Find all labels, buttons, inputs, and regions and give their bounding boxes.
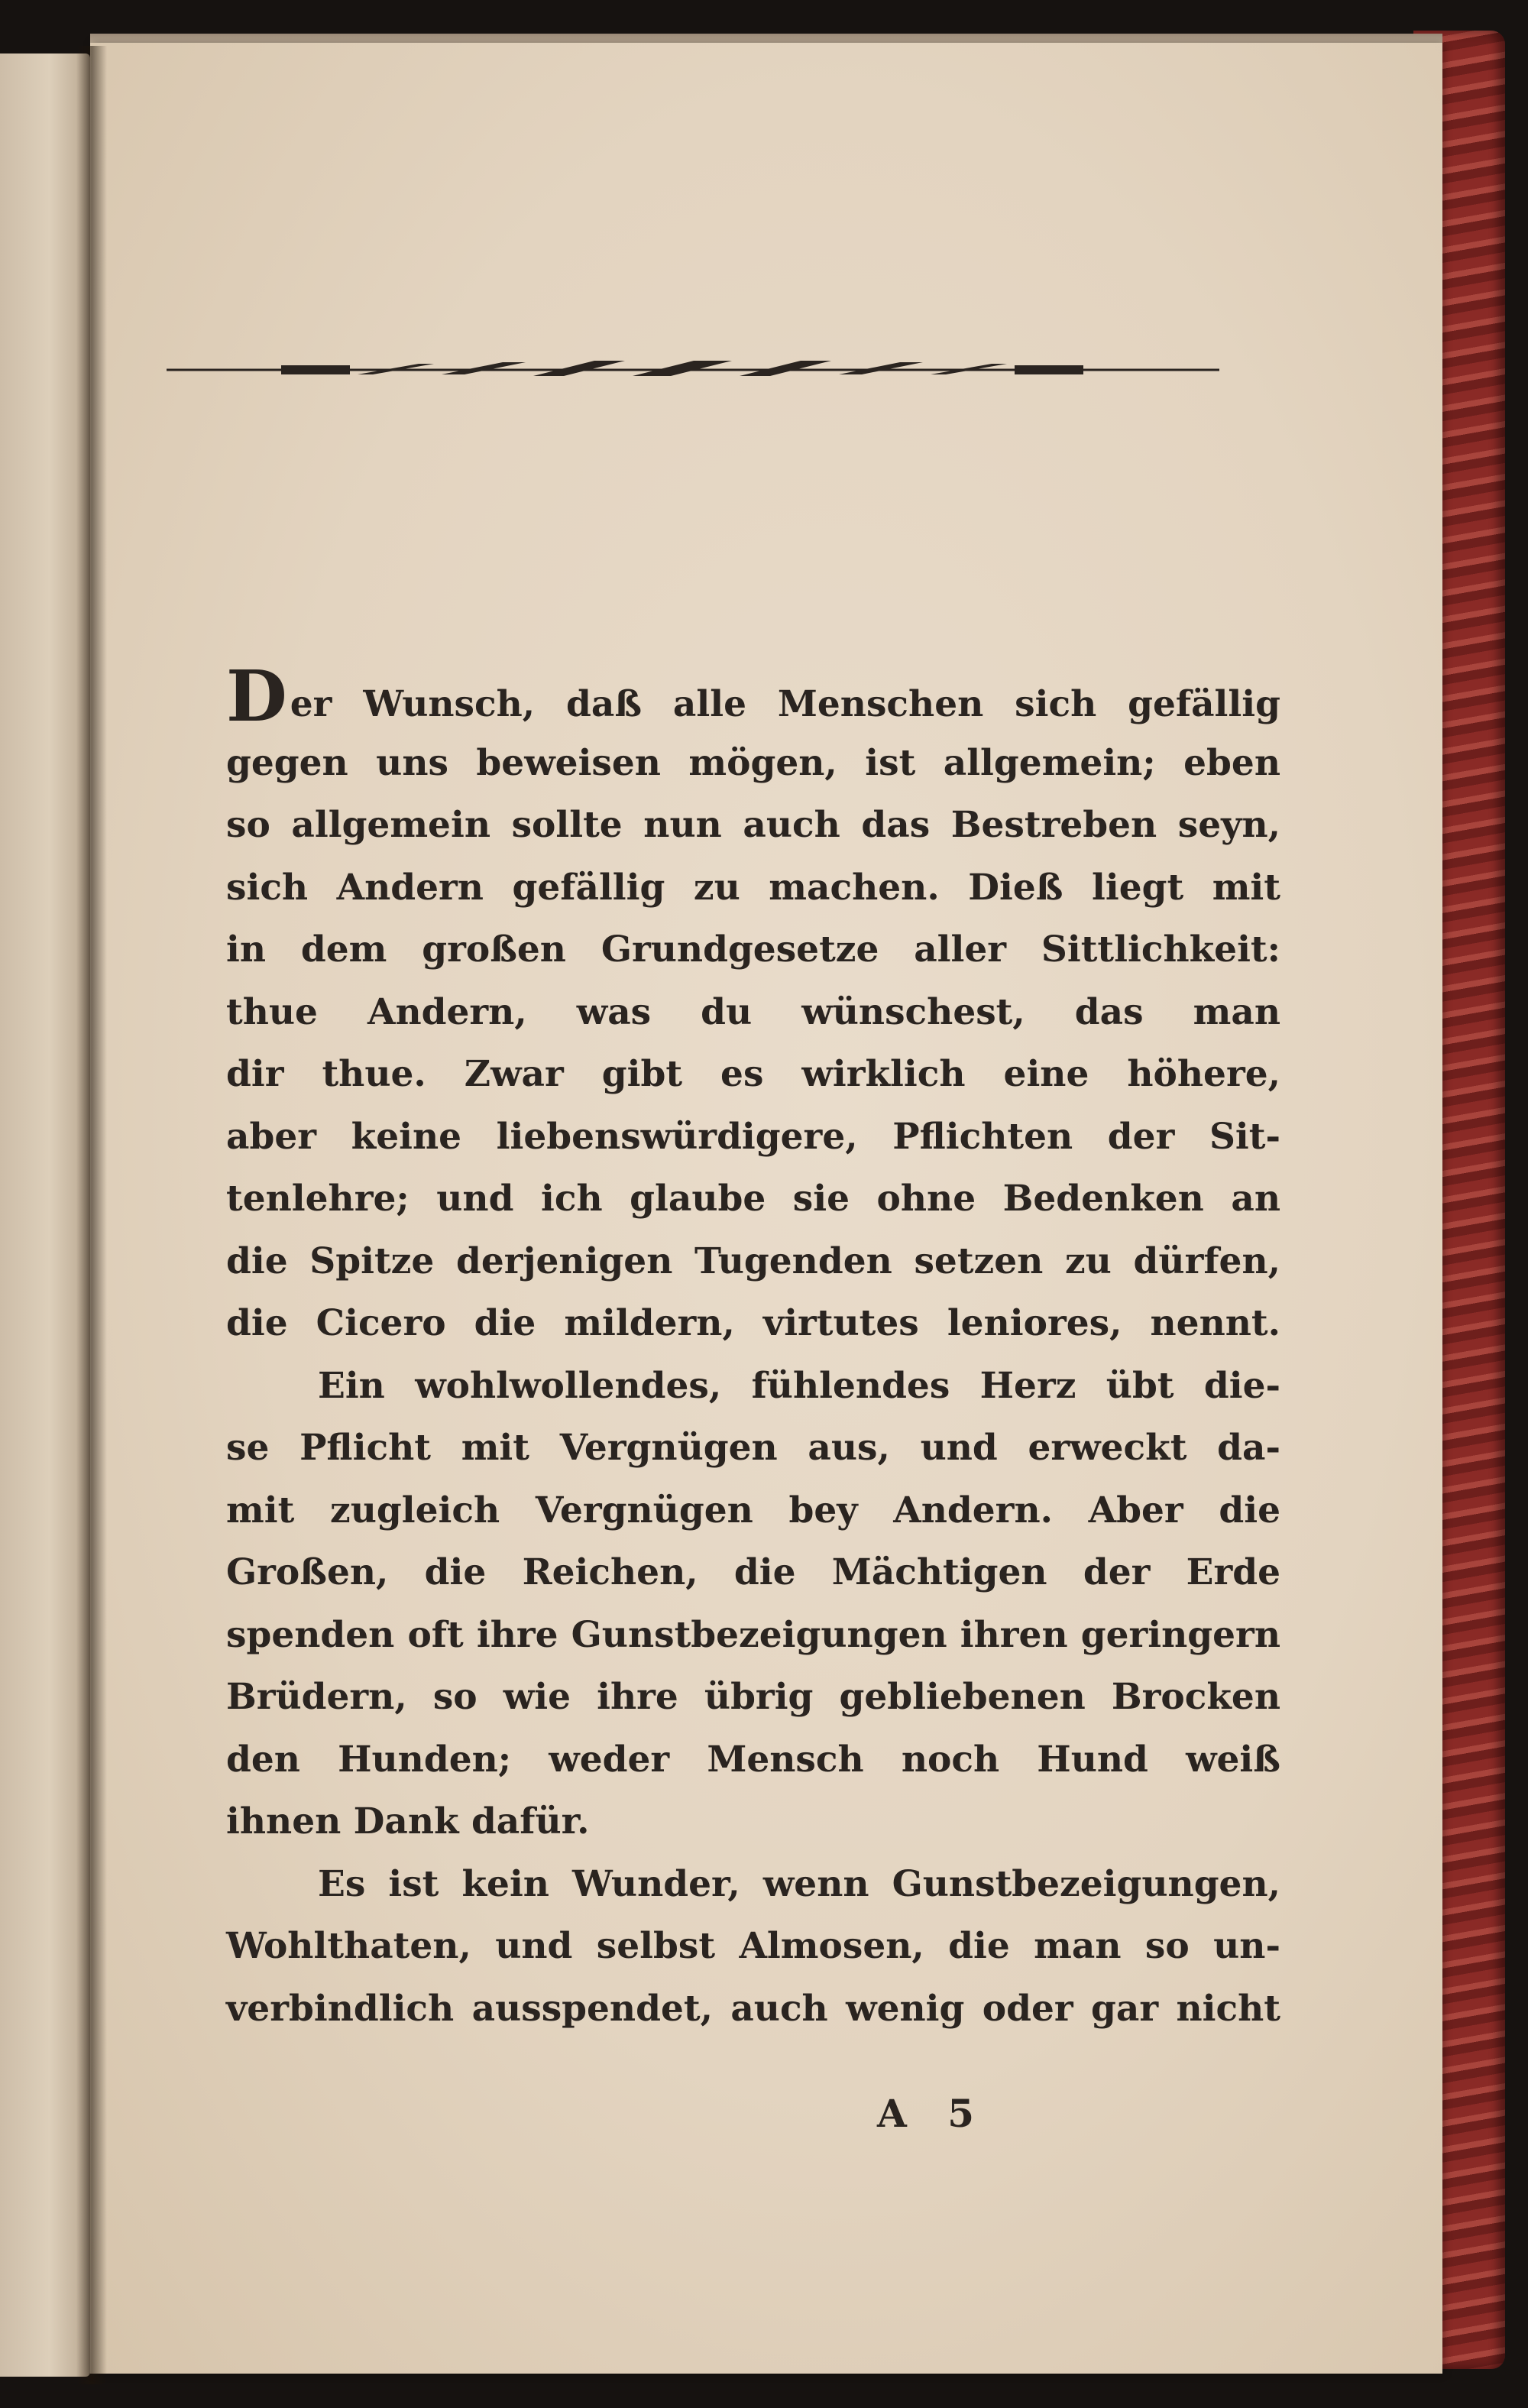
- paragraph-2: [226, 1355, 1280, 1853]
- text-line: Der Wunsch, daß alle Menschen sich gefällig: [226, 655, 1280, 737]
- text-line: Wohlthaten, und selbst Almosen, die man so un-: [226, 1925, 1280, 1967]
- text-line: Es ist kein Wunder, wenn Gunstbezeigungen,: [318, 1862, 1280, 1905]
- text-line: mit zugleich Vergnügen bey Andern. Aber die: [226, 1489, 1280, 1531]
- text-line: thue Andern, was du wünschest, das man: [226, 990, 1280, 1033]
- text-line: sich Andern gefällig zu machen. Dieß liegt mit: [226, 866, 1280, 909]
- text-line: in dem großen Grundgesetze aller Sittlichkeit:: [226, 929, 1280, 971]
- text-line: dir thue. Zwar gibt es wirklich eine höhere,: [226, 1053, 1280, 1095]
- text-line: den Hunden; weder Mensch noch Hund weiß: [226, 1738, 1280, 1781]
- paragraph-1: [226, 655, 1280, 1355]
- ornamental-rule: [167, 359, 1219, 379]
- text-line: Brüdern, so wie ihre übrig gebliebenen Brocken: [226, 1676, 1280, 1718]
- drop-cap: D: [226, 655, 287, 737]
- text-line: verbindlich ausspendet, auch wenig oder gar nicht: [226, 1987, 1280, 2030]
- text-line: gegen uns beweisen mögen, ist allgemein; eben: [226, 741, 1280, 784]
- body-text: [226, 655, 1280, 2040]
- text-line: Ein wohlwollendes, fühlendes Herz übt die-: [318, 1364, 1280, 1407]
- text-line: die Spitze derjenigen Tugenden setzen zu dürfen,: [226, 1240, 1280, 1282]
- signature-mark: A 5: [877, 2091, 988, 2136]
- text-line: spenden oft ihre Gunstbezeigungen ihren geringern: [226, 1613, 1280, 1656]
- text-line: tenlehre; und ich glaube sie ohne Bedenken an: [226, 1178, 1280, 1220]
- text-line: aber keine liebenswürdigere, Pflichten der Sit-: [226, 1115, 1280, 1158]
- text-line: se Pflicht mit Vergnügen aus, und erweckt da-: [226, 1427, 1280, 1469]
- paragraph-3: [226, 1853, 1280, 2040]
- text-line: so allgemein sollte nun auch das Bestreben seyn,: [226, 804, 1280, 846]
- spine-shadow: [76, 46, 107, 2384]
- text-line: die Cicero die mildern, virtutes leniores, nennt.: [226, 1302, 1280, 1344]
- text-line: ihnen Dank dafür.: [226, 1800, 590, 1842]
- text-line: Großen, die Reichen, die Mächtigen der Erde: [226, 1551, 1280, 1593]
